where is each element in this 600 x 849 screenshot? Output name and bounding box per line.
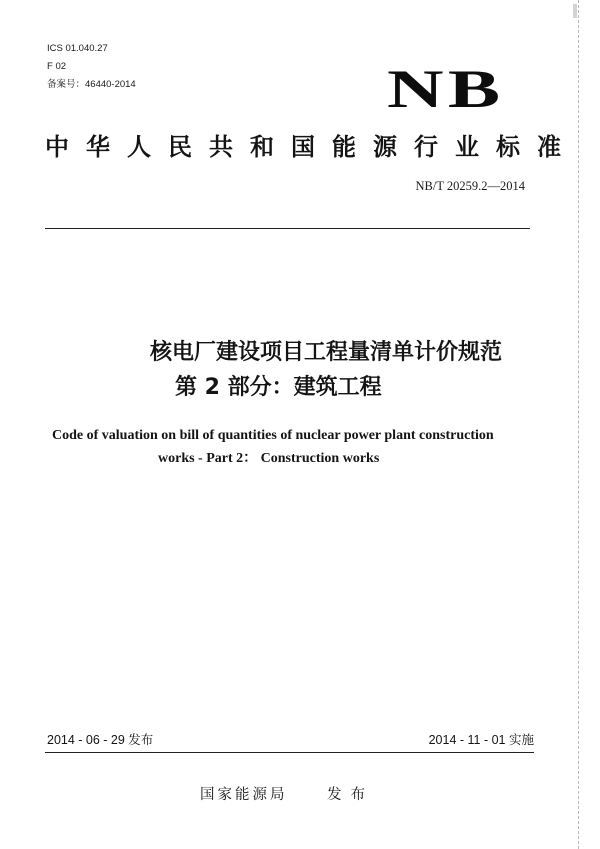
- title-en-line-2: works - Part 2： Construction works: [158, 451, 380, 466]
- issuer-action: 发布: [327, 787, 374, 803]
- nb-logo: NB: [387, 59, 505, 119]
- header-divider: [45, 228, 530, 229]
- issuer-name: 国家能源局: [200, 787, 288, 803]
- title-zh-line-1: 核电厂建设项目工程量清单计价规范: [150, 340, 503, 365]
- implementation-date: 2014 - 11 - 01 实施: [428, 733, 534, 747]
- ics-code: ICS 01.040.27: [47, 43, 108, 54]
- scan-edge-line: [578, 0, 579, 849]
- issue-date: 2014 - 06 - 29 发布: [47, 733, 154, 747]
- standard-class-heading: 中华人民共和国能源行业标准: [45, 133, 578, 161]
- standard-number: NB/T 20259.2—2014: [415, 179, 525, 193]
- filing-number: 备案号：46440-2014: [47, 79, 136, 90]
- title-zh-line-2: 第 2 部分：建筑工程: [175, 375, 382, 400]
- title-en-line-1: Code of valuation on bill of quantities of nuclear power plant construction: [52, 428, 494, 443]
- footer-divider: [45, 752, 534, 753]
- ccs-code: F 02: [47, 61, 67, 72]
- scan-corner-mark: [573, 4, 577, 18]
